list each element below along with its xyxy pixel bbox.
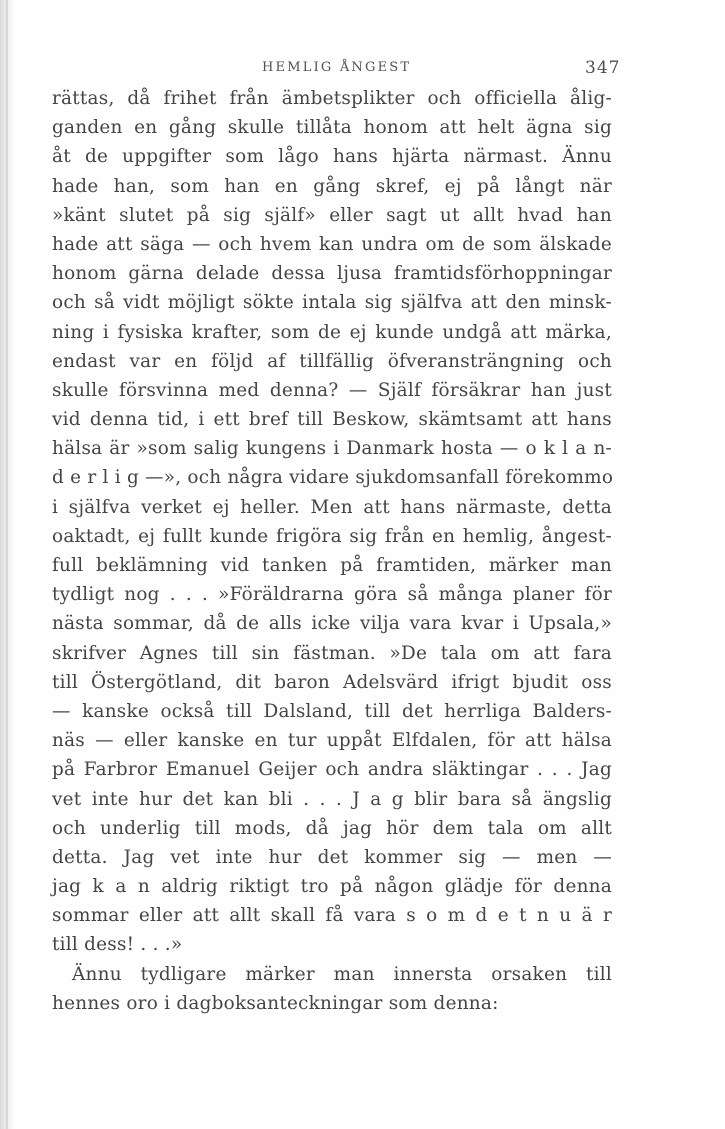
text-line: detta. Jag vet inte hur det kommer sig — men — [52, 846, 612, 868]
text-line: tydligt nog . . . »Föräldrarna göra så många planer för [52, 584, 612, 606]
text-line: vet inte hur det kan bli . . . J a g blir bara så ängslig [52, 788, 612, 810]
body-text [52, 84, 612, 1018]
text-line: och underlig till mods, då jag hör dem tala om allt [52, 817, 612, 839]
text-line: honom gärna delade dessa ljusa framtidsförhoppningar [52, 263, 612, 285]
text-line: rättas, då frihet från ämbetsplikter och officiella ålig- [52, 88, 612, 109]
text-line: skrifver Agnes till sin fästman. »De tala om att fara [52, 642, 612, 664]
running-head-title: HEMLIG ÅNGEST [262, 60, 412, 75]
running-head [0, 58, 725, 82]
text-line: endast var en följd af tillfällig öfveransträngning och [52, 350, 612, 372]
text-line: Ännu tydligare märker man innersta orsaken till [72, 963, 612, 985]
text-line: full beklämning vid tanken på framtiden, märker man [52, 555, 612, 576]
text-line: till dess! . . .» [52, 934, 183, 956]
text-line: hälsa är »som salig kungens i Danmark hosta — o k l a n- [52, 438, 612, 460]
binding-gutter-line [6, 0, 8, 1129]
text-line: ning i fysiska krafter, som de ej kunde undgå att märka, [52, 321, 612, 343]
text-line: åt de uppgifter som lågo hans hjärta närmast. Ännu [52, 146, 612, 168]
text-line: hennes oro i dagboksanteckningar som denna: [52, 992, 499, 1014]
text-line: nästa sommar, då de alls icke vilja vara kvar i Upsala,» [52, 613, 612, 635]
text-line: hade att säga — och hvem kan undra om de som älskade [52, 233, 612, 255]
text-line: och så vidt möjligt sökte intala sig själfva att den minsk- [52, 292, 612, 314]
text-line: jag k a n aldrig riktigt tro på någon glädje för denna [52, 876, 612, 898]
text-line: »känt slutet på sig själf» eller sagt ut allt hvad han [52, 204, 612, 226]
text-line: till Östergötland, dit baron Adelsvärd ifrigt bjudit oss [52, 671, 612, 693]
page-number: 347 [585, 58, 621, 78]
text-line: — kanske också till Dalsland, till det herrliga Balders- [52, 700, 612, 722]
text-line: i själfva verket ej heller. Men att hans närmaste, detta [52, 496, 612, 518]
text-line: d e r l i g —», och några vidare sjukdomsanfall förekommo [52, 467, 614, 489]
text-line: skulle försvinna med denna? — Själf försäkrar han just [52, 379, 612, 401]
text-line: hade han, som han en gång skref, ej på långt när [52, 175, 612, 197]
text-line: näs — eller kanske en tur uppåt Elfdalen, för att hälsa [52, 730, 612, 752]
text-line: vid denna tid, i ett bref till Beskow, skämtsamt att hans [52, 409, 612, 431]
text-line: oaktadt, ej fullt kunde frigöra sig från en hemlig, ångest- [52, 525, 612, 547]
text-line: på Farbror Emanuel Geijer och andra släktingar . . . Jag [52, 759, 612, 781]
text-line: sommar eller att allt skall få vara s o m d e t n u ä r [52, 905, 612, 927]
text-line: ganden en gång skulle tillåta honom att helt ägna sig [52, 117, 612, 139]
